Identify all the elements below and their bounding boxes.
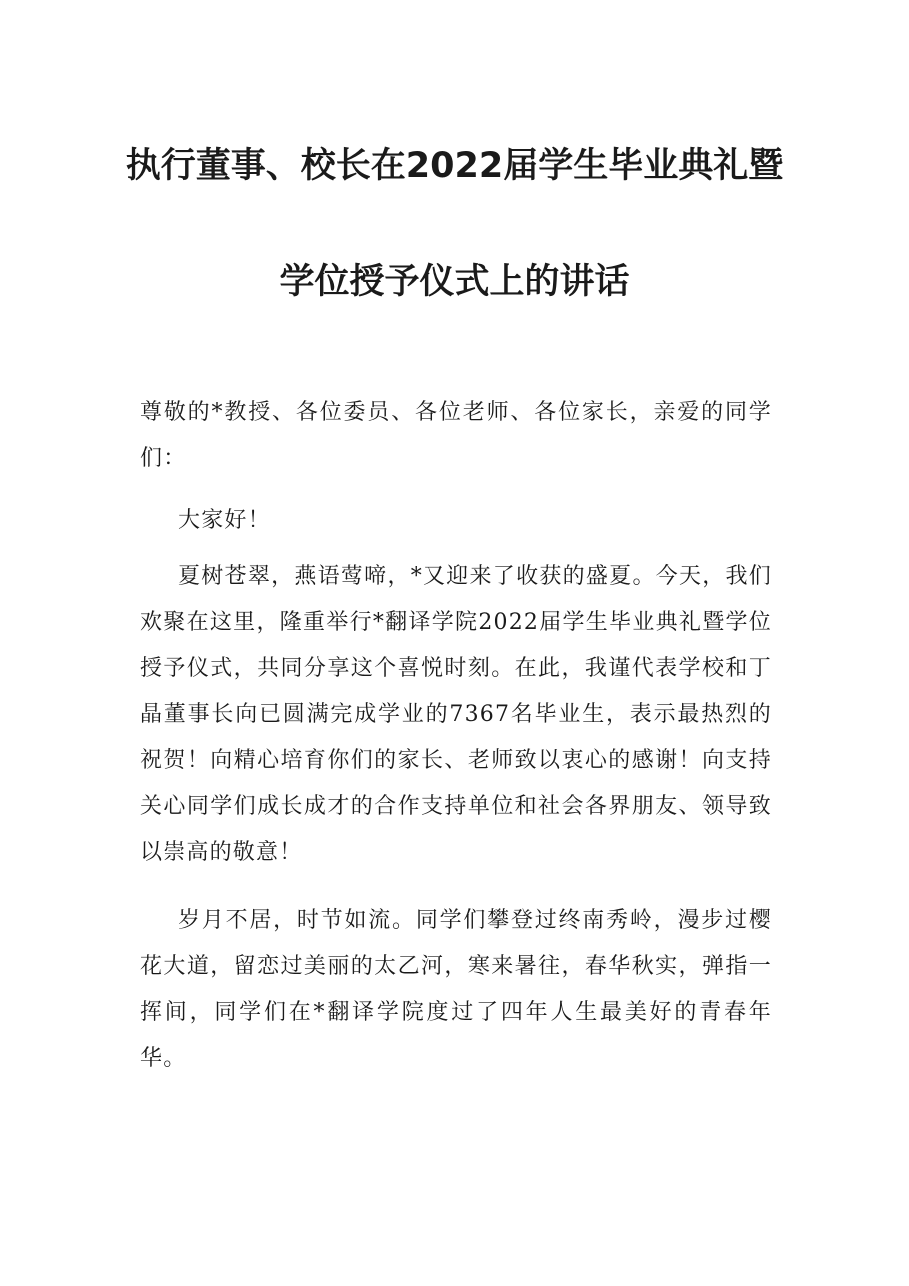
document-title-line-2: 学位授予仪式上的讲话 (279, 262, 630, 302)
body-paragraph-1: 夏树苍翠，燕语莺啼，*又迎来了收获的盛夏。今天，我们欢聚在这里，隆重举行*翻译学院2022届学生毕业典礼暨学位授予仪式，共同分享这个喜悦时刻。在此，我谨代表学校和丁晶董事长向已圆满完成学业的7367名毕业生，表示最热烈的祝贺！向精心培育你们的家长、老师致以衷心的感谢！向支持关心同学们成长成才的合作支持单位和社会各界朋友、领导致以崇高的敬意！ (140, 564, 772, 865)
document-title-line-1: 执行董事、校长在2022届学生毕业典礼暨 (125, 146, 784, 186)
salutation-paragraph: 尊敬的*教授、各位委员、各位老师、各位家长，亲爱的同学们： (140, 400, 772, 471)
greeting-paragraph: 大家好！ (178, 508, 271, 533)
body-paragraph-2: 岁月不居，时节如流。同学们攀登过终南秀岭，漫步过樱花大道，留恋过美丽的太乙河，寒来暑往，春华秋实，弹指一挥间，同学们在*翻译学院度过了四年人生最美好的青春年华。 (140, 908, 772, 1071)
